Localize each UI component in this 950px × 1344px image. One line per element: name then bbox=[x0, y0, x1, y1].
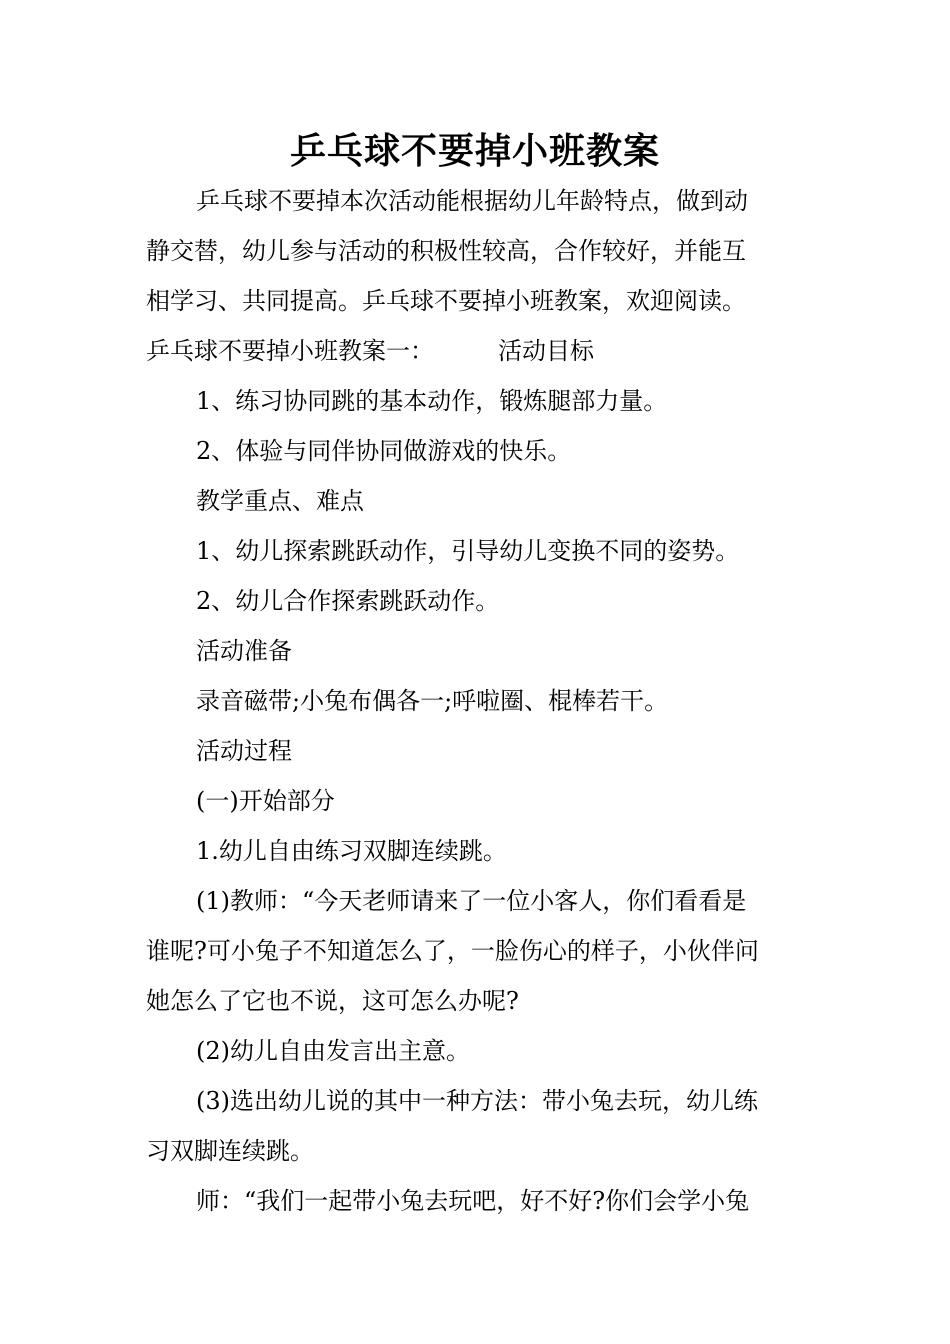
intro-line: 静交替，幼儿参与活动的积极性较高，合作较好，并能互 bbox=[146, 237, 746, 265]
section-heading-row bbox=[146, 326, 810, 376]
step1b: (2)幼儿自由发言出主意。 bbox=[196, 1037, 470, 1065]
teacher-line: 师：“我们一起带小兔去玩吧，好不好?你们会学小兔 bbox=[196, 1187, 750, 1215]
step1: 1.幼儿自由练习双脚连续跳。 bbox=[196, 837, 507, 865]
prep-text: 录音磁带;小兔布偶各一;呼啦圈、棍棒若干。 bbox=[196, 687, 669, 715]
step1a-line: (1)教师：“今天老师请来了一位小客人，你们看看是 bbox=[196, 887, 747, 915]
goals-heading: 活动目标 bbox=[498, 337, 594, 365]
document-title: 乒乓球不要掉小班教案 bbox=[289, 130, 660, 172]
key-points-heading: 教学重点、难点 bbox=[196, 487, 364, 515]
process-heading: 活动过程 bbox=[196, 737, 292, 765]
key-point-item: 2、幼儿合作探索跳跃动作。 bbox=[196, 587, 500, 615]
section-label: 乒乓球不要掉小班教案一： bbox=[146, 337, 434, 365]
part1-heading: (一)开始部分 bbox=[196, 787, 335, 815]
goal-item: 2、体验与同伴协同做游戏的快乐。 bbox=[196, 437, 572, 465]
step1a-line: 她怎么了它也不说，这可怎么办呢? bbox=[146, 987, 519, 1015]
prep-heading: 活动准备 bbox=[196, 637, 292, 665]
intro-line: 相学习、共同提高。乒乓球不要掉小班教案，欢迎阅读。 bbox=[146, 287, 746, 315]
key-point-item: 1、幼儿探索跳跃动作，引导幼儿变换不同的姿势。 bbox=[196, 537, 740, 565]
step1a-line: 谁呢?可小兔子不知道怎么了，一脸伤心的样子，小伙伴问 bbox=[146, 937, 759, 965]
document-body bbox=[146, 176, 810, 1226]
goal-item: 1、练习协同跳的基本动作，锻炼腿部力量。 bbox=[196, 387, 668, 415]
intro-line: 乒乓球不要掉本次活动能根据幼儿年龄特点，做到动 bbox=[196, 187, 748, 215]
step1c-line: 习双脚连续跳。 bbox=[146, 1137, 314, 1165]
step1c-line: (3)选出幼儿说的其中一种方法：带小兔去玩，幼儿练 bbox=[196, 1087, 758, 1115]
